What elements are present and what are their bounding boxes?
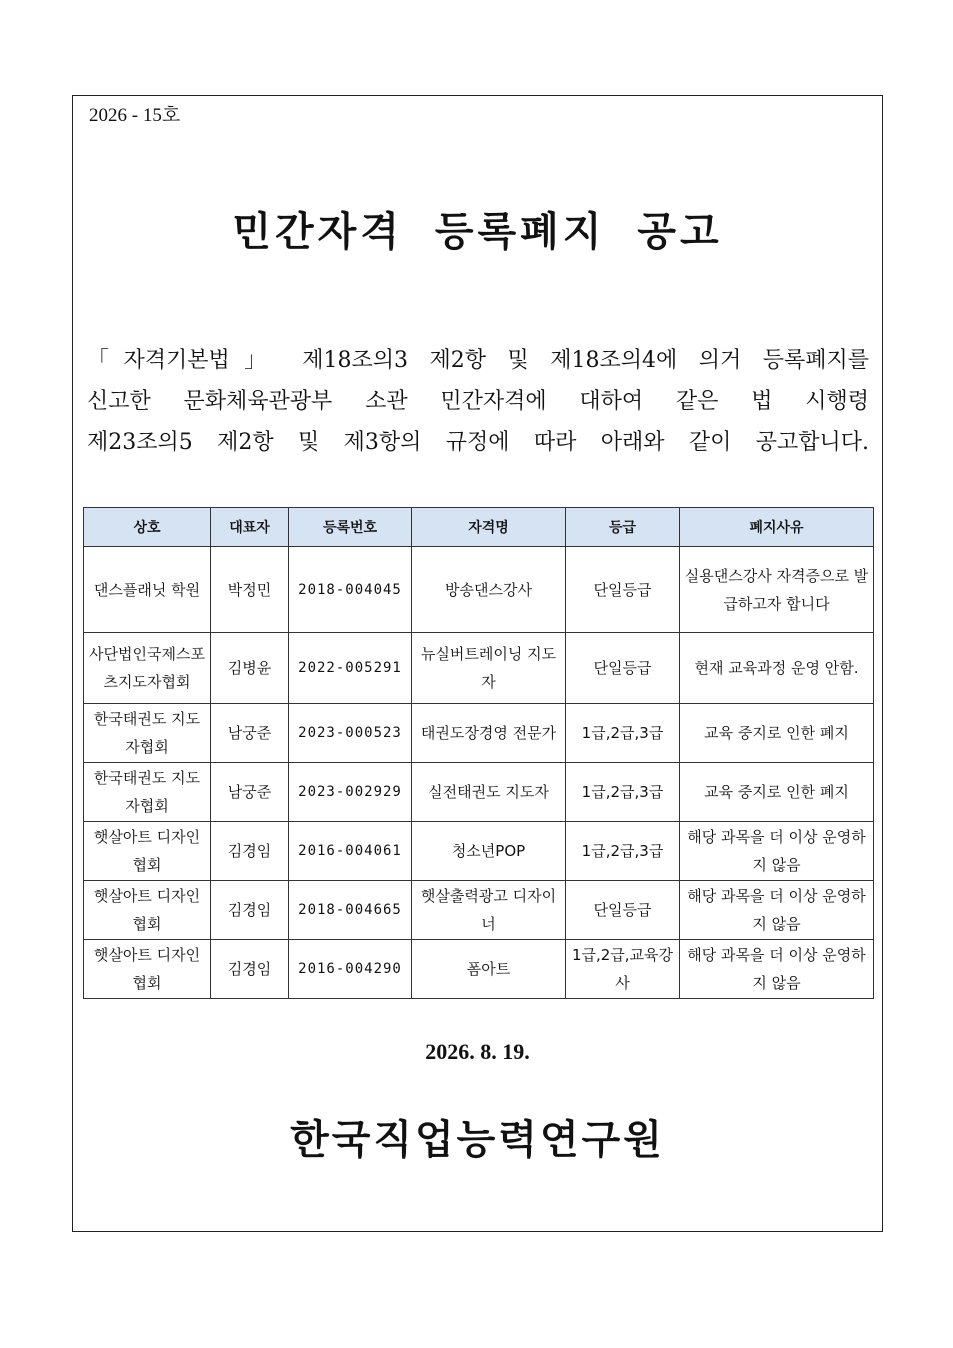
table-row [84,633,874,704]
table-row [84,547,874,633]
cell-grade: 1급,2급,교육강사 [566,940,680,999]
cell-reason: 교육 중지로 인한 폐지 [680,704,874,763]
table-row [84,704,874,763]
cell-reason: 해당 과목을 더 이상 운영하지 않음 [680,940,874,999]
cell-qualification: 햇살출력광고 디자이너 [412,881,566,940]
cell-company: 햇살아트 디자인협회 [84,822,211,881]
table-row [84,940,874,999]
cell-registration-number: 2016-004061 [289,822,412,881]
cell-company: 한국태권도 지도자협회 [84,704,211,763]
revocation-table [83,507,874,999]
cell-grade: 단일등급 [566,547,680,633]
notice-body [87,340,869,463]
notice-date: 2026. 8. 19. [425,1039,530,1064]
cell-reason: 실용댄스강사 자격증으로 발급하고자 합니다 [680,547,874,633]
table-header-row [84,508,874,547]
cell-grade: 단일등급 [566,633,680,704]
cell-grade: 1급,2급,3급 [566,822,680,881]
cell-representative: 박정민 [211,547,289,633]
header-reason: 폐지사유 [680,508,874,547]
cell-grade: 1급,2급,3급 [566,704,680,763]
table-row [84,763,874,822]
cell-company: 햇살아트 디자인협회 [84,881,211,940]
cell-representative: 김경임 [211,822,289,881]
cell-representative: 김경임 [211,881,289,940]
cell-representative: 남궁준 [211,763,289,822]
body-line: 제23조의5 제2항 및 제3항의 규정에 따라 아래와 같이 공고합니다. [87,430,869,455]
table-row [84,881,874,940]
cell-registration-number: 2023-002929 [289,763,412,822]
cell-qualification: 폼아트 [412,940,566,999]
header-grade: 등급 [566,508,680,547]
cell-company: 한국태권도 지도자협회 [84,763,211,822]
issuer-name: 한국직업능력연구원 [290,1117,665,1163]
cell-registration-number: 2018-004665 [289,881,412,940]
body-line: 「자격기본법」 제18조의3 제2항 및 제18조의4에 의거 등록폐지를 [87,348,869,373]
cell-representative: 김경임 [211,940,289,999]
notice-frame [72,95,883,1232]
cell-reason: 현재 교육과정 운영 안함. [680,633,874,704]
cell-representative: 김병윤 [211,633,289,704]
cell-registration-number: 2018-004045 [289,547,412,633]
cell-qualification: 태권도장경영 전문가 [412,704,566,763]
cell-reason: 교육 중지로 인한 폐지 [680,763,874,822]
cell-qualification: 청소년POP [412,822,566,881]
table-row [84,822,874,881]
cell-registration-number: 2023-000523 [289,704,412,763]
cell-representative: 남궁준 [211,704,289,763]
cell-qualification: 실전태권도 지도자 [412,763,566,822]
notice-number: 2026 - 15호 [89,105,181,126]
header-qualification: 자격명 [412,508,566,547]
cell-company: 햇살아트 디자인협회 [84,940,211,999]
cell-reason: 해당 과목을 더 이상 운영하지 않음 [680,822,874,881]
cell-registration-number: 2016-004290 [289,940,412,999]
page-title: 민간자격 등록폐지 공고 [232,209,723,255]
header-representative: 대표자 [211,508,289,547]
body-line: 신고한 문화체육관광부 소관 민간자격에 대하여 같은 법 시행령 [87,389,869,414]
cell-qualification: 방송댄스강사 [412,547,566,633]
cell-company: 사단법인국제스포츠지도자협회 [84,633,211,704]
cell-company: 댄스플래닛 학원 [84,547,211,633]
cell-registration-number: 2022-005291 [289,633,412,704]
header-registration-number: 등록번호 [289,508,412,547]
cell-grade: 1급,2급,3급 [566,763,680,822]
cell-grade: 단일등급 [566,881,680,940]
cell-reason: 해당 과목을 더 이상 운영하지 않음 [680,881,874,940]
cell-qualification: 뉴실버트레이닝 지도자 [412,633,566,704]
header-company: 상호 [84,508,211,547]
